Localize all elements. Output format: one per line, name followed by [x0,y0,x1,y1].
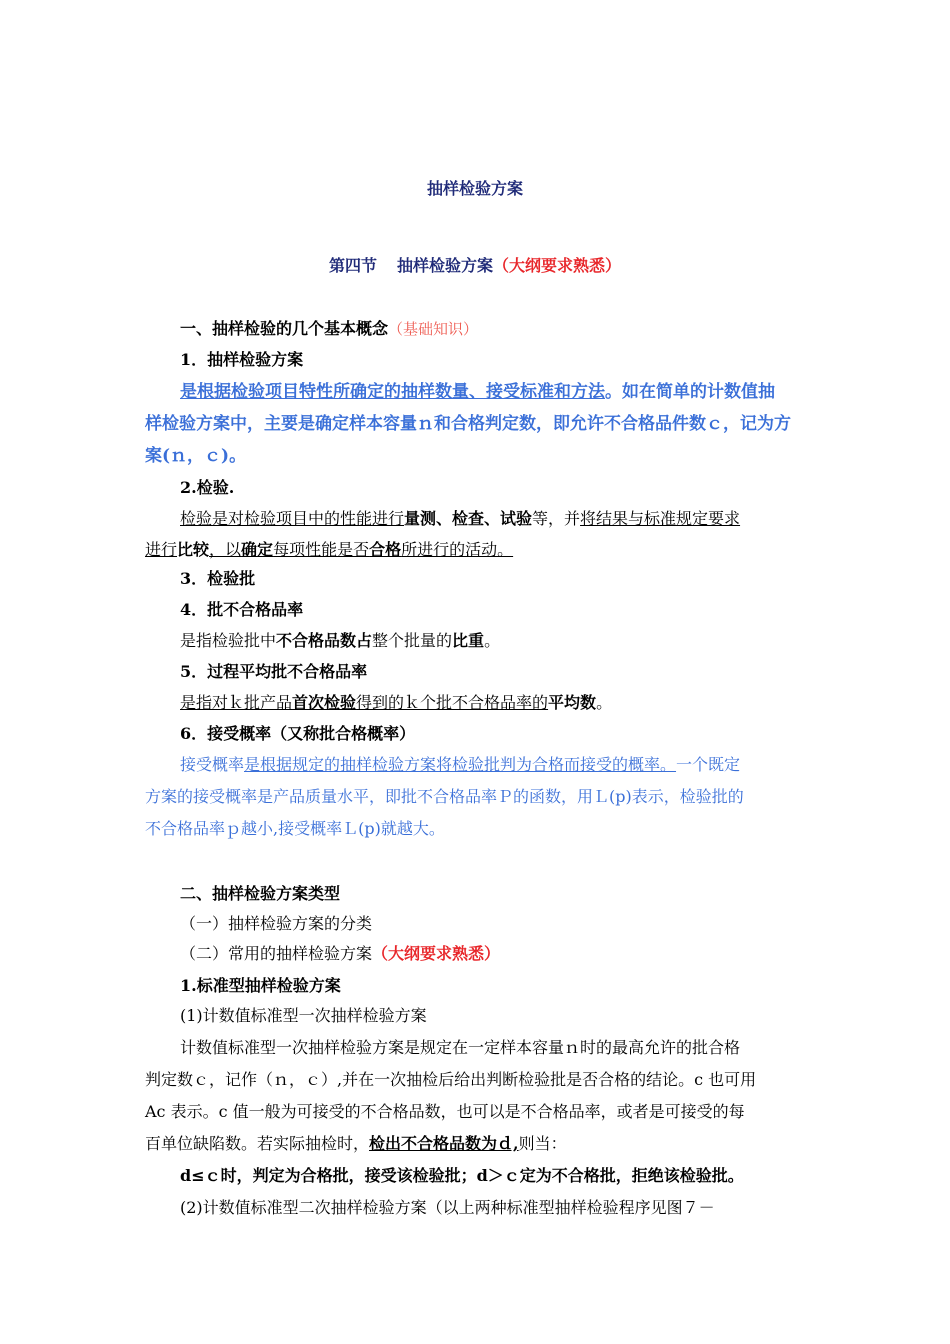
item5-l1-d: 平均数 [548,693,597,712]
item2-l2-a: 进行 [145,540,178,559]
item5-title: 5．过程平均批不合格品率 [180,662,368,681]
item2-line1 [180,508,740,530]
item6-l1-c: 一个既定 [676,755,741,774]
part2-rule: d≤ｃ时，判定为合格批，接受该检验批；d＞ｃ定为不合格批，拒绝该检验批。 [180,1166,744,1185]
document-title: 抽样检验方案 [426,179,523,198]
section-number: 第四节 [328,256,377,275]
item4-l1-d: 比重 [452,631,485,650]
item5-line1 [180,692,612,714]
part2-sub2-text: （二）常用的抽样检验方案 [180,944,373,963]
item3-title: 3．检验批 [180,569,256,588]
item1-definition: 是根据检验项目特性所确定的抽样数量、接受标准和方法 [180,382,605,402]
item2-l1-b: 量测、检查、试验 [404,509,533,528]
part2-sub2 [180,943,500,965]
item2-l1-c: 等，并 [532,509,581,528]
part2-item1-sub2: (2)计数值标准型二次抽样检验方案（以上两种标准型抽样检验程序见图７－ [180,1198,715,1217]
item6-l1-a: 接受概率 [180,755,245,774]
part2-paragraph-line2: 判定数ｃ，记作（ｎ，ｃ）,并在一次抽检后给出判断检验批是否合格的结论。c 也可用 [145,1070,757,1089]
item1-paragraph-line2: 样检验方案中，主要是确定样本容量ｎ和合格判定数，即允许不合格品件数ｃ，记为方 [145,414,791,434]
part2-item1-title: 1.标准型抽样检验方案 [180,976,341,995]
part2-heading: 二、抽样检验方案类型 [180,884,341,903]
part2-paragraph-line4 [145,1133,567,1155]
item2-l2-f: 合格 [369,540,402,559]
part2-paragraph-line1: 计数值标准型一次抽样检验方案是规定在一定样本容量ｎ时的最高允许的批合格 [180,1038,741,1057]
item2-l2-b: 比较 [177,540,210,559]
item4-title: 4．批不合格品率 [180,600,304,619]
item6-l1-b: 是根据规定的抽样检验方案将检验批判为合格而接受的概率。 [244,755,677,774]
item1-paragraph-line1 [180,381,775,403]
item6-title: 6．接受概率（又称批合格概率） [180,724,416,743]
part2-sub1: （一）抽样检验方案的分类 [180,914,373,933]
section-note: （大纲要求熟悉） [493,256,622,275]
item5-l1-b: 首次检验 [292,693,357,712]
part2-paragraph-line3: Ac 表示。c 值一般为可接受的不合格品数，也可以是不合格品率，或者是可接受的每 [145,1102,745,1121]
item6-line1 [180,754,740,776]
part2-sub2-note: （大纲要求熟悉） [372,944,501,963]
item2-l1-d: 将结果与标准规定要求 [580,509,741,528]
part2-l4-b: 检出不合格品数为ｄ, [369,1134,519,1153]
item4-l1-c: 整个批量的 [372,631,453,650]
item2-l2-g: 所进行的活动。 [401,540,514,559]
part2-l4-c: 则当： [518,1134,567,1153]
item5-l1-c: 得到的ｋ个批不合格品率的 [356,693,549,712]
item1-title: 1．抽样检验方案 [180,350,304,369]
item6-line3: 不合格品率ｐ越小,接受概率Ｌ(p)就越大。 [145,819,445,838]
item2-l2-c: ，以 [209,540,242,559]
item4-line1 [180,630,500,652]
item5-l1-e: 。 [596,693,613,712]
section-title: 抽样检验方案 [396,256,493,275]
item6-line2: 方案的接受概率是产品质量水平，即批不合格品率Ｐ的函数，用Ｌ(p)表示，检验批的 [145,787,744,806]
item2-l2-e: 每项性能是否 [273,540,370,559]
part1-heading-note: （基础知识） [388,320,479,338]
item4-l1-b: 不合格品数占 [276,631,373,650]
item4-l1-e: 。 [484,631,501,650]
part1-heading-text: 一、抽样检验的几个基本概念 [180,319,389,338]
part2-l4-a: 百单位缺陷数。若实际抽检时， [145,1134,370,1153]
item1-paragraph-line3: 案(ｎ，ｃ)。 [145,446,247,466]
part1-heading [180,318,478,340]
item4-l1-a: 是指检验批中 [180,631,277,650]
item2-l2-d: 确定 [241,540,274,559]
item1-line1-rest: 。如在简单的计数值抽 [605,382,775,402]
item2-title: 2.检验. [180,478,235,497]
item2-line2 [145,539,513,561]
item2-l1-a: 检验是对检验项目中的性能进行 [180,509,405,528]
section-heading [0,255,950,277]
part2-item1-sub1: (1)计数值标准型一次抽样检验方案 [180,1006,427,1025]
item5-l1-a: 是指对ｋ批产品 [180,693,293,712]
